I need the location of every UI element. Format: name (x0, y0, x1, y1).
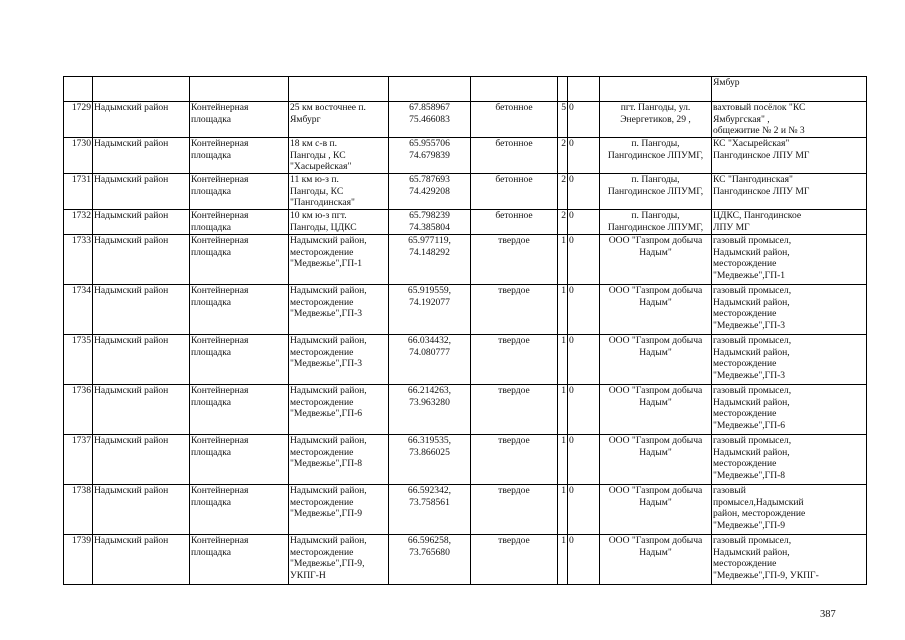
table-row (64, 235, 867, 285)
cell-coverage: бетонное (471, 210, 558, 235)
latitude: 66.596258, (407, 535, 452, 546)
cell-coordinates (389, 535, 471, 585)
latitude: 65.919559, (407, 285, 452, 296)
cell-district: Надымский район (93, 235, 190, 285)
cell-location: 11 км ю-з п. Пангоды, КС "Пангодинская" (289, 174, 389, 210)
latitude: 66.319535, (407, 435, 452, 446)
cell-site-type: Контейнерная площадка (190, 285, 289, 335)
cell-container-count: 1 (558, 285, 568, 335)
table-row (64, 485, 867, 535)
longitude: 73.758561 (409, 496, 450, 508)
cell-container-volume: 0 (568, 535, 600, 585)
cell-owner: газовый промысел, Надымский район, месторождение "Медвежье",ГП-3 (712, 285, 867, 335)
table-row (64, 210, 867, 235)
latitude: 67.858967 (409, 102, 450, 113)
cell-coverage: твердое (471, 285, 558, 335)
cell-container-count: 2 (558, 138, 568, 174)
cell-organization: ООО "Газпром добыча Надым" (600, 435, 712, 485)
cell-location: Надымский район, месторождение "Медвежье",ГП-9 (289, 485, 389, 535)
cell-coverage: твердое (471, 385, 558, 435)
cell-location: Надымский район, месторождение "Медвежье",ГП-9, УКПГ-Н (289, 535, 389, 585)
cell-row-number: 1736 (64, 385, 93, 435)
longitude: 74.385804 (409, 221, 450, 233)
cell-coordinates (389, 485, 471, 535)
table-row (64, 335, 867, 385)
cell-container-volume: 0 (568, 235, 600, 285)
cell-coverage: твердое (471, 535, 558, 585)
cell-site-type: Контейнерная площадка (190, 102, 289, 138)
cell-coverage: твердое (471, 435, 558, 485)
cell-owner: газовый промысел, Надымский район, месторождение "Медвежье",ГП-8 (712, 435, 867, 485)
table-row (64, 285, 867, 335)
cell-coverage: бетонное (471, 102, 558, 138)
cell-site-type: Контейнерная площадка (190, 435, 289, 485)
cell-site-type: Контейнерная площадка (190, 174, 289, 210)
cell-container-count: 1 (558, 235, 568, 285)
longitude: 74.148292 (409, 246, 450, 258)
cell-district: Надымский район (93, 485, 190, 535)
longitude: 74.429208 (409, 185, 450, 197)
cell-row-number: 1734 (64, 285, 93, 335)
cell-coordinates (389, 285, 471, 335)
latitude: 65.955706 (409, 138, 450, 149)
latitude: 65.798239 (409, 210, 450, 221)
cell-coordinates (389, 335, 471, 385)
cell-coverage: твердое (471, 335, 558, 385)
cell-district: Надымский район (93, 335, 190, 385)
page-number: 387 (820, 609, 836, 620)
longitude: 74.679839 (409, 149, 450, 161)
cell-owner: газовый промысел,Надымский район, месторождение "Медвежье",ГП-9 (712, 485, 867, 535)
table-row (64, 102, 867, 138)
cell-organization: ООО "Газпром добыча Надым" (600, 485, 712, 535)
latitude: 66.034432, (407, 335, 452, 346)
cell-coordinates (389, 210, 471, 235)
cell-container-count: 1 (558, 435, 568, 485)
cell-district: Надымский район (93, 285, 190, 335)
cell-owner: КС "Хасырейская" Пангодинское ЛПУ МГ (712, 138, 867, 174)
longitude: 73.963280 (409, 396, 450, 408)
longitude: 73.866025 (409, 446, 450, 458)
cell-container-volume: 0 (568, 210, 600, 235)
cell-location: 18 км с-в п. Пангоды , КС "Хасырейская" (289, 138, 389, 174)
cell-coordinates (389, 235, 471, 285)
table-row (64, 535, 867, 585)
cell-owner: вахтовый посёлок "КС Ямбургская" , общежитие № 2 и № 3 (712, 102, 867, 138)
cell-organization: п. Пангоды, Пангодинское ЛПУМГ, (600, 210, 712, 235)
table-row-continued (64, 77, 867, 102)
cell-organization: ООО "Газпром добыча Надым" (600, 235, 712, 285)
cell-owner: газовый промысел, Надымский район, месторождение "Медвежье",ГП-1 (712, 235, 867, 285)
cell-coordinates (389, 138, 471, 174)
cell-coordinates (389, 174, 471, 210)
cell-owner: газовый промысел, Надымский район, месторождение "Медвежье",ГП-9, УКПГ- (712, 535, 867, 585)
latitude: 65.787693 (409, 174, 450, 185)
longitude: 74.192077 (409, 296, 450, 308)
longitude: 74.080777 (409, 346, 450, 358)
cell-row-number: 1732 (64, 210, 93, 235)
cell-location: Надымский район, месторождение "Медвежье",ГП-1 (289, 235, 389, 285)
cell-container-volume: 0 (568, 485, 600, 535)
cell-district: Надымский район (93, 535, 190, 585)
cell-owner: газовый промысел, Надымский район, месторождение "Медвежье",ГП-3 (712, 335, 867, 385)
cell-organization: ООО "Газпром добыча Надым" (600, 535, 712, 585)
cell-district: Надымский район (93, 385, 190, 435)
cell-site-type: Контейнерная площадка (190, 210, 289, 235)
latitude: 66.214263, (407, 385, 452, 396)
cell-container-count: 1 (558, 335, 568, 385)
cell-row-number: 1739 (64, 535, 93, 585)
cell-coverage: твердое (471, 485, 558, 535)
table-row (64, 435, 867, 485)
cell-site-type: Контейнерная площадка (190, 235, 289, 285)
cell-container-volume: 0 (568, 335, 600, 385)
cell-organization: п. Пангоды, Пангодинское ЛПУМГ, (600, 138, 712, 174)
cell-row-number: 1730 (64, 138, 93, 174)
cell-organization: ООО "Газпром добыча Надым" (600, 285, 712, 335)
table-body (64, 77, 867, 585)
cell-site-type: Контейнерная площадка (190, 535, 289, 585)
cell-district: Надымский район (93, 174, 190, 210)
cell-organization: ООО "Газпром добыча Надым" (600, 335, 712, 385)
cell-site-type: Контейнерная площадка (190, 385, 289, 435)
cell-location: Надымский район, месторождение "Медвежье",ГП-3 (289, 335, 389, 385)
cell-row-number: 1735 (64, 335, 93, 385)
cell-location: Надымский район, месторождение "Медвежье",ГП-3 (289, 285, 389, 335)
latitude: 66.592342, (407, 485, 452, 496)
cell-district: Надымский район (93, 138, 190, 174)
cell-container-volume: 0 (568, 385, 600, 435)
cell-container-volume: 0 (568, 285, 600, 335)
cell-site-type: Контейнерная площадка (190, 485, 289, 535)
cell-coordinates (389, 435, 471, 485)
cell-container-count: 2 (558, 174, 568, 210)
cell-coordinates (389, 385, 471, 435)
table-row (64, 138, 867, 174)
registry-table (63, 76, 867, 585)
longitude: 75.466083 (409, 113, 450, 125)
cell-coverage: бетонное (471, 138, 558, 174)
cell-row-number: 1733 (64, 235, 93, 285)
cell-container-count: 1 (558, 385, 568, 435)
table-row (64, 385, 867, 435)
cell-container-volume: 0 (568, 138, 600, 174)
cell-organization: п. Пангоды, Пангодинское ЛПУМГ, (600, 174, 712, 210)
cell-district: Надымский район (93, 102, 190, 138)
cell-container-count: 1 (558, 485, 568, 535)
cell-container-count: 5 (558, 102, 568, 138)
cell-organization: ООО "Газпром добыча Надым" (600, 385, 712, 435)
cell-row-number: 1729 (64, 102, 93, 138)
cell-coverage: бетонное (471, 174, 558, 210)
cell-district: Надымский район (93, 210, 190, 235)
cell-location: Надымский район, месторождение "Медвежье",ГП-6 (289, 385, 389, 435)
table-row (64, 174, 867, 210)
cell-coordinates (389, 102, 471, 138)
cell-district: Надымский район (93, 435, 190, 485)
cell-owner: КС "Пангодинская" Пангодинское ЛПУ МГ (712, 174, 867, 210)
cell-owner: ЦДКС, Пангодинское ЛПУ МГ (712, 210, 867, 235)
cell-owner: Ямбур (712, 77, 867, 102)
cell-site-type: Контейнерная площадка (190, 335, 289, 385)
cell-location: Надымский район, месторождение "Медвежье",ГП-8 (289, 435, 389, 485)
cell-container-volume: 0 (568, 102, 600, 138)
cell-container-volume: 0 (568, 435, 600, 485)
cell-container-count: 1 (558, 535, 568, 585)
cell-container-volume: 0 (568, 174, 600, 210)
cell-site-type: Контейнерная площадка (190, 138, 289, 174)
latitude: 65.977119, (408, 235, 451, 246)
cell-organization: пгт. Пангоды, ул. Энергетиков, 29 , (600, 102, 712, 138)
cell-row-number: 1731 (64, 174, 93, 210)
longitude: 73.765680 (409, 546, 450, 558)
cell-location: 10 км ю-з пгт. Пангоды, ЦДКС (289, 210, 389, 235)
cell-row-number: 1737 (64, 435, 93, 485)
cell-row-number: 1738 (64, 485, 93, 535)
cell-coverage: твердое (471, 235, 558, 285)
cell-owner: газовый промысел, Надымский район, месторождение "Медвежье",ГП-6 (712, 385, 867, 435)
cell-location: 25 км восточнее п. Ямбург (289, 102, 389, 138)
cell-container-count: 2 (558, 210, 568, 235)
